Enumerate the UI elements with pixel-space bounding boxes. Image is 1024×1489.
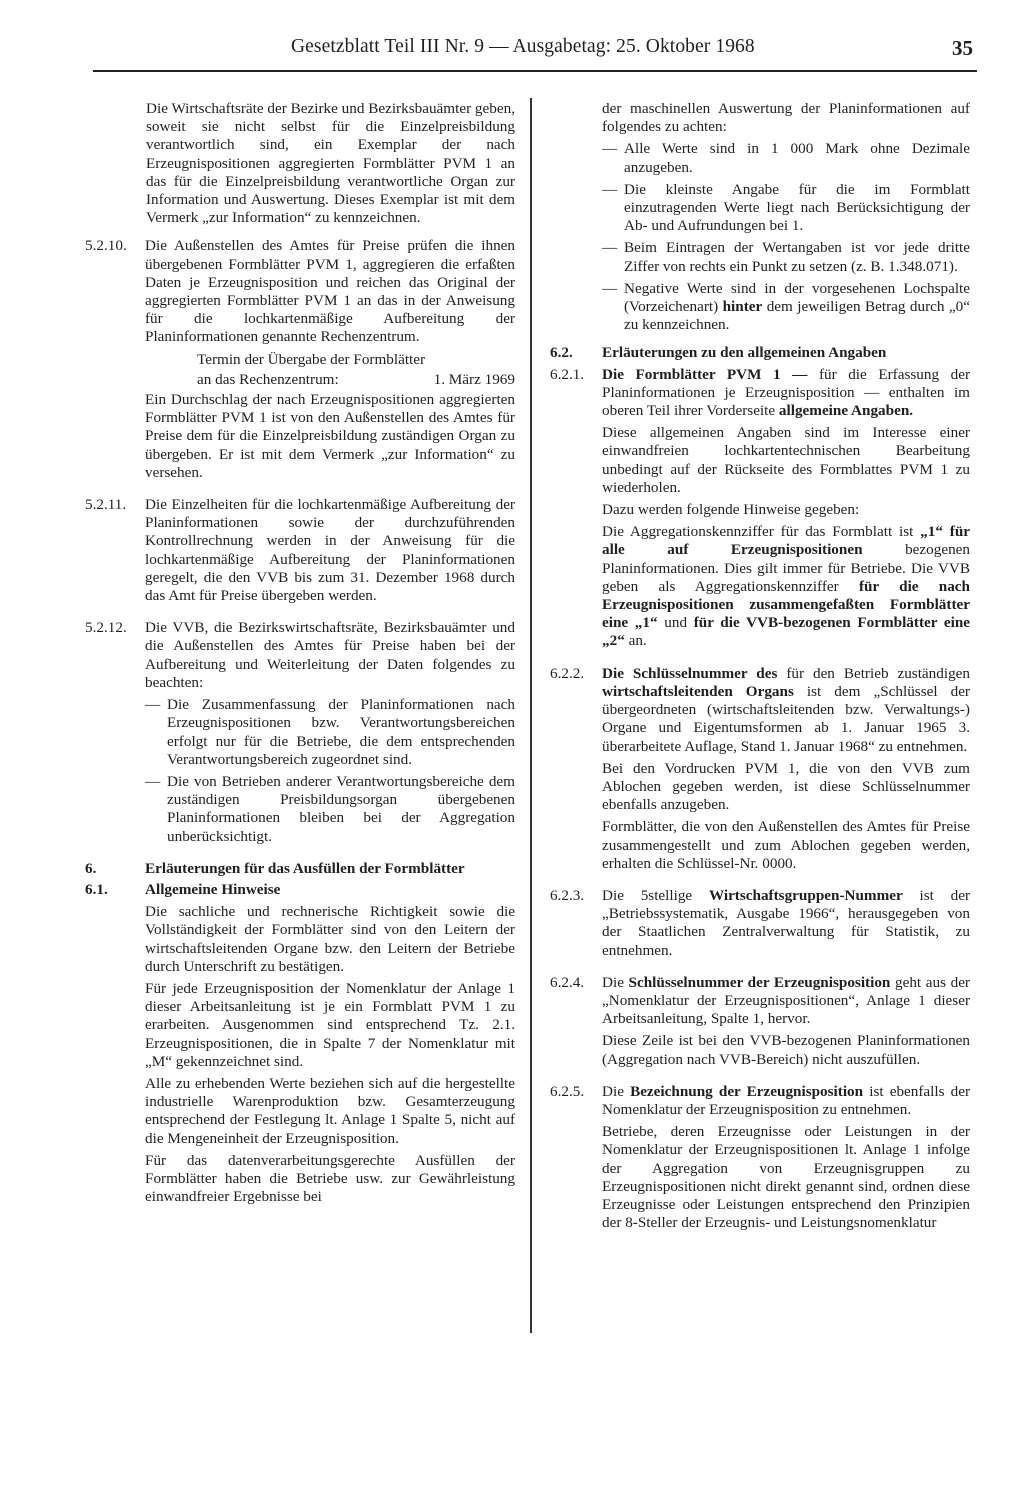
- section-number: 5.2.10.: [85, 237, 127, 255]
- dash-item: — Die Zusammenfassung der Planinformationen nach Erzeugnispositionen bzw. Verantwortungsbereichen erfolgt nur für die Betriebe, die dem entsprechenden Verantwortungsbereich zugeordnet sind.: [145, 696, 515, 768]
- section-6: [85, 860, 515, 878]
- paragraph: Die Formblätter PVM 1 — für die Erfassung der Planinformationen je Erzeugnisposition — enthalten im oberen Teil ihrer Vorderseite allgemeine Angaben.: [602, 365, 971, 420]
- section-number: 6.2.2.: [550, 664, 585, 682]
- deadline-date: 1. März 1969: [433, 370, 515, 388]
- paragraph: Die Einzelheiten für die lochkartenmäßige Aufbereitung der Planinformationen sowie der durchzuführenden Kontrollrechnung werden in der Anweisung für die lochkartenmäßige Aufbereitung der Planinformationen geregelt, die den VVB bis zum 31. Dezember 1968 durch das Amt für Preise übergeben werden.: [145, 496, 515, 605]
- section-6-2-5: [550, 1083, 970, 1237]
- section-number: 5.2.12.: [85, 619, 127, 637]
- section-heading: Erläuterungen zu den allgemeinen Angaben: [602, 344, 887, 362]
- paragraph: Die 5stellige Wirtschaftsgruppen-Nummer ist der „Betriebssystematik, Ausgabe 1966“, herausgegeben von der Staatlichen Zentralverwaltung für Statistik, zu entnehmen.: [602, 886, 971, 959]
- section-5-2-10: [85, 237, 515, 486]
- page-number: 35: [952, 36, 973, 60]
- paragraph: Diese Zeile ist bei den VVB-bezogenen Planinformationen (Aggregation nach VVB-Bereich) nicht auszufüllen.: [602, 1032, 970, 1068]
- section-number: 6.2.3.: [550, 886, 585, 904]
- intro-paragraph: Die Wirtschaftsräte der Bezirke und Bezirksbauämter geben, soweit sie nicht selbst für die Einzelpreisbildung verantwortlich sind, ein Exemplar der nach Erzeugnispositionen aggregierten Formblätter PVM 1 an das für die Einzelpreisbildung verantwortliche Organ zur Information und Auswertung. Dieses Exemplar ist mit dem Vermerk „zur Information“ zu kennzeichnen.: [146, 100, 515, 227]
- paragraph: Bei den Vordrucken PVM 1, die von den VVB zum Ablochen gegeben werden, ist diese Schlüsselnummer ebenfalls anzugeben.: [602, 759, 970, 814]
- section-6-1: [85, 881, 515, 1210]
- section-6-2: [550, 344, 970, 362]
- paragraph: Dazu werden folgende Hinweise gegeben:: [602, 501, 860, 519]
- section-number: 6.1.: [85, 880, 108, 898]
- paragraph: Formblätter, die von den Außenstellen des Amtes für Preise zusammengestellt und zum Ablochen gegeben werden, erhalten die Schlüssel-Nr. 0000.: [602, 818, 970, 872]
- column-divider: [530, 98, 532, 1333]
- paragraph: Ein Durchschlag der nach Erzeugnispositionen aggregierten Formblätter PVM 1 ist von den Außenstellen des Amtes für Preise dem für die Einzelpreisbildung zuständigen Organ zu übergeben. Er ist mit dem Vermerk „zur Information“ zu versehen.: [145, 391, 515, 481]
- paragraph: Die Schlüsselnummer des für den Betrieb zuständigen wirtschaftsleitenden Organs ist dem „Schlüssel der übergeordneten (wirtschaftsleitenden bzw. Verwaltungs-) Organe und Eigentumsformen ab 1. Januar 1965 3. überarbeitete Auflage, Stand 1. Januar 1968“ zu entnehmen.: [602, 664, 971, 755]
- dash-item: — Negative Werte sind in der vorgesehenen Lochspalte (Vorzeichenart) hinter dem jeweiligen Betrag durch „0“ zu kennzeichnen.: [602, 279, 970, 334]
- section-number: 5.2.11.: [85, 496, 127, 514]
- dash-item: — Die kleinste Angabe für die im Formblatt einzutragenden Werte liegt nach Berücksichtigung der Ab- und Aufrundungen bei 1.: [602, 180, 970, 235]
- right-column: [550, 100, 970, 1246]
- paragraph: Für das datenverarbeitungsgerechte Ausfüllen der Formblätter haben die Betriebe usw. zur Gewährleistung einwandfreier Ergebnisse bei: [145, 1151, 515, 1206]
- paragraph: Die Aggregationskennziffer für das Formblatt ist „1“ für alle auf Erzeugnispositionen bezogenen Planinformationen. Dies gilt immer für Betriebe. Die VVB geben als Aggregationskennziffer für die nach Erzeugnispositionen zusammengefaßten Formblätter eine „1“ und für die VVB-bezogenen Formblätter eine „2“ an.: [602, 523, 971, 650]
- section-number: 6.2.5.: [550, 1082, 585, 1100]
- page-header: [93, 34, 977, 72]
- deadline-label: Termin der Übergabe der Formblätter: [197, 350, 426, 368]
- section-5-2-11: [85, 496, 515, 609]
- dash-item: — Alle Werte sind in 1 000 Mark ohne Dezimale anzugeben.: [602, 140, 970, 176]
- continuation-block: der maschinellen Auswertung der Planinformationen auf folgendes zu achten: — Alle Werte sind in 1 000 Mark ohne Dezimale anzugeben. — Die kleinste Angabe für die im Formblatt einzutragenden Werte liegt nach Berücksichtigung der Ab- und Aufrundungen bei 1. — Beim Eintragen der Wertangaben ist vor jede dritte Ziffer von rechts ein Punkt zu setzen (z. B. 1.348.071). — Negative Werte sind in der vorgesehenen Lochspalte (Vorzeichenart) hinter dem jeweiligen Betrag durch „0“ zu kennzeichnen.: [602, 100, 970, 334]
- paragraph: Die sachliche und rechnerische Richtigkeit sowie die Vollständigkeit der Formblätter sind von den Leitern der wirtschaftsleitenden Organe bzw. den Leitern der Betriebe durch Unterschrift zu bestätigen.: [145, 903, 515, 975]
- section-heading: Allgemeine Hinweise: [145, 880, 281, 898]
- deadline-row: [145, 371, 515, 389]
- left-column: [85, 100, 515, 1220]
- section-number: 6.2.1.: [550, 365, 585, 383]
- header-title: Gesetzblatt Teil III Nr. 9 — Ausgabetag: 25. Oktober 1968: [291, 36, 755, 57]
- section-number: 6.2.: [550, 344, 573, 362]
- deadline-recipient: an das Rechenzentrum:: [197, 370, 339, 388]
- paragraph: Diese allgemeinen Angaben sind im Interesse einer einwandfreien lochkartentechnischen Bearbeitung unbedingt auf der Rückseite des Formblattes PVM 1 zu wiederholen.: [602, 424, 970, 496]
- section-6-2-4: [550, 974, 970, 1073]
- section-number: 6.: [85, 859, 97, 877]
- dash-item: — Beim Eintragen der Wertangaben ist vor jede dritte Ziffer von rechts ein Punkt zu setzen (z. B. 1.348.071).: [602, 239, 970, 275]
- section-heading: Erläuterungen für das Ausfüllen der Formblätter: [145, 859, 465, 877]
- paragraph: Betriebe, deren Erzeugnisse oder Leistungen in der Nomenklatur der Erzeugnispositionen lt. Anlage 1 infolge der Aggregation von Erzeugnisgruppen zu Erzeugnispositionen nicht direkt genannt sind, ordnen diese Erzeugnisse oder Leistungen entsprechend den Prinzipien der 8-Steller der Erzeugnis- und Leistungsnomenklatur: [602, 1123, 970, 1232]
- section-number: 6.2.4.: [550, 973, 585, 991]
- paragraph: Die VVB, die Bezirkswirtschaftsräte, Bezirksbauämter und die Außenstellen des Amtes für Preise haben bei der Aufbereitung und Weiterleitung der Daten folgendes zu beachten:: [145, 619, 515, 691]
- paragraph: Die Außenstellen des Amtes für Preise prüfen die ihnen übergebenen Formblätter PVM 1, aggregieren die erfaßten Daten je Erzeugnisposition und reichen das Original der aggregierten Formblätter PVM 1 an das in der Anweisung für die lochkartenmäßige Aufbereitung der Planinformationen genannte Rechenzentrum.: [145, 237, 515, 346]
- section-6-2-3: [550, 887, 970, 964]
- paragraph: Für jede Erzeugnisposition der Nomenklatur der Anlage 1 dieser Arbeitsanleitung ist je ein Formblatt PVM 1 zu erarbeiten. Ausgenommen sind entsprechend Tz. 2.1. Erzeugnispositionen, die in Spalte 7 der Nomenklatur mit „M“ gekennzeichnet sind.: [145, 979, 515, 1070]
- section-5-2-12: [85, 619, 515, 849]
- section-6-2-2: [550, 665, 970, 877]
- paragraph: Alle zu erhebenden Werte beziehen sich auf die hergestellte industrielle Warenproduktion bzw. Gesamterzeugung entsprechend der Festlegung lt. Anlage 1 Spalte 5, nicht auf die Mengeneinheit der Erzeugnisposition.: [145, 1074, 515, 1147]
- paragraph: Die Schlüsselnummer der Erzeugnisposition geht aus der „Nomenklatur der Erzeugnispositionen“, Anlage 1 dieser Arbeitsanleitung, Spalte 1, hervor.: [602, 973, 970, 1028]
- paragraph: Die Bezeichnung der Erzeugnisposition ist ebenfalls der Nomenklatur der Erzeugnisposition zu entnehmen.: [602, 1082, 971, 1118]
- section-6-2-1: [550, 366, 970, 655]
- dash-item: — Die von Betrieben anderer Verantwortungsbereiche dem zuständigen Preisbildungsorgan übergebenen Planinformationen bleiben bei der Aggregation unberücksichtigt.: [145, 772, 515, 845]
